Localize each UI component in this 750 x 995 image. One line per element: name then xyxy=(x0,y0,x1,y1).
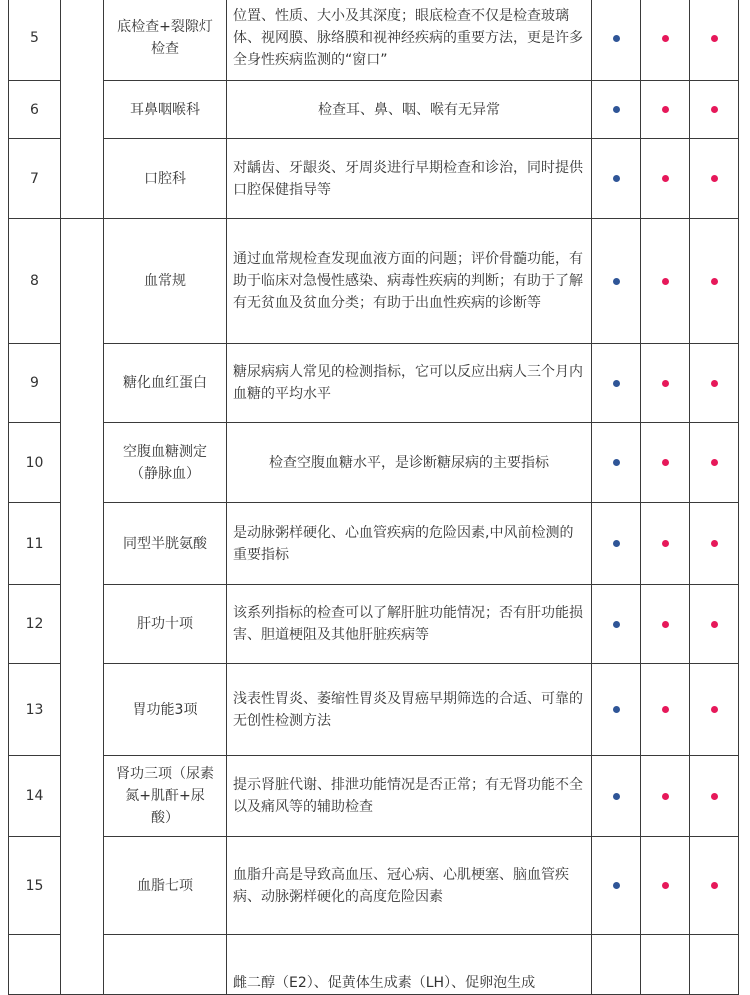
item-number: 6 xyxy=(9,81,61,139)
included-dot-icon xyxy=(662,540,669,547)
package-2-cell xyxy=(641,423,690,503)
item-name: 口腔科 xyxy=(104,139,227,219)
package-1-cell xyxy=(592,756,641,837)
item-number: 9 xyxy=(9,344,61,423)
item-number: 12 xyxy=(9,585,61,664)
category-cell xyxy=(61,81,104,139)
included-dot-icon xyxy=(613,459,620,466)
package-2-cell xyxy=(641,837,690,935)
included-dot-icon xyxy=(613,706,620,713)
package-2-cell xyxy=(641,344,690,423)
package-1-cell xyxy=(592,935,641,995)
table-row xyxy=(9,344,739,423)
item-name: 底检查+裂隙灯 检查 xyxy=(104,0,227,81)
included-dot-icon xyxy=(613,106,620,113)
item-name: 肝功十项 xyxy=(104,585,227,664)
package-2-cell xyxy=(641,219,690,344)
included-dot-icon xyxy=(613,882,620,889)
item-description: 浅表性胃炎、萎缩性胃炎及胃癌早期筛选的合适、可靠的无创性检测方法 xyxy=(227,664,592,756)
item-number: 14 xyxy=(9,756,61,837)
item-number: 13 xyxy=(9,664,61,756)
table-row xyxy=(9,585,739,664)
included-dot-icon xyxy=(711,459,718,466)
package-1-cell xyxy=(592,837,641,935)
included-dot-icon xyxy=(613,540,620,547)
item-description: 检查空腹血糖水平，是诊断糖尿病的主要指标 xyxy=(227,423,592,503)
category-cell xyxy=(61,935,104,995)
package-3-cell xyxy=(690,0,739,81)
package-1-cell xyxy=(592,0,641,81)
table-row xyxy=(9,756,739,837)
item-description: 该系列指标的检查可以了解肝脏功能情况；否有肝功能损害、胆道梗阻及其他肝脏疾病等 xyxy=(227,585,592,664)
category-cell xyxy=(61,219,104,344)
included-dot-icon xyxy=(662,278,669,285)
package-1-cell xyxy=(592,585,641,664)
category-cell xyxy=(61,585,104,664)
included-dot-icon xyxy=(613,793,620,800)
item-name: 糖化血红蛋白 xyxy=(104,344,227,423)
item-name: 胃功能3项 xyxy=(104,664,227,756)
item-description: 是动脉粥样硬化、心血管疾病的危险因素,中风前检测的重要指标 xyxy=(227,503,592,585)
package-3-cell xyxy=(690,139,739,219)
table-row xyxy=(9,935,739,995)
included-dot-icon xyxy=(613,278,620,285)
table-row xyxy=(9,664,739,756)
category-cell xyxy=(61,503,104,585)
included-dot-icon xyxy=(613,380,620,387)
item-name: 空腹血糖测定 （静脉血） xyxy=(104,423,227,503)
included-dot-icon xyxy=(662,35,669,42)
included-dot-icon xyxy=(613,621,620,628)
included-dot-icon xyxy=(662,380,669,387)
included-dot-icon xyxy=(711,540,718,547)
item-number: 5 xyxy=(9,0,61,81)
item-number: 8 xyxy=(9,219,61,344)
package-1-cell xyxy=(592,423,641,503)
item-name: 肾功三项（尿素氮+肌酐+尿 酸） xyxy=(104,756,227,837)
item-description: 提示肾脏代谢、排泄功能情况是否正常；有无肾功能不全以及痛风等的辅助检查 xyxy=(227,756,592,837)
table-row xyxy=(9,837,739,935)
item-number: 15 xyxy=(9,837,61,935)
package-1-cell xyxy=(592,81,641,139)
included-dot-icon xyxy=(613,35,620,42)
package-3-cell xyxy=(690,81,739,139)
package-2-cell xyxy=(641,585,690,664)
included-dot-icon xyxy=(711,621,718,628)
package-3-cell xyxy=(690,837,739,935)
category-cell xyxy=(61,664,104,756)
included-dot-icon xyxy=(662,793,669,800)
included-dot-icon xyxy=(711,380,718,387)
category-cell xyxy=(61,837,104,935)
table-row xyxy=(9,0,739,81)
package-3-cell xyxy=(690,423,739,503)
table-row xyxy=(9,219,739,344)
package-3-cell xyxy=(690,344,739,423)
checkup-items-table xyxy=(8,0,739,995)
table-row xyxy=(9,503,739,585)
category-cell xyxy=(61,139,104,219)
package-1-cell xyxy=(592,219,641,344)
included-dot-icon xyxy=(711,106,718,113)
item-number: 10 xyxy=(9,423,61,503)
item-description: 糖尿病病人常见的检测指标，它可以反应出病人三个月内血糖的平均水平 xyxy=(227,344,592,423)
item-number xyxy=(9,935,61,995)
package-1-cell xyxy=(592,664,641,756)
item-name: 耳鼻咽喉科 xyxy=(104,81,227,139)
included-dot-icon xyxy=(662,106,669,113)
package-2-cell xyxy=(641,756,690,837)
package-3-cell xyxy=(690,503,739,585)
package-1-cell xyxy=(592,503,641,585)
item-name xyxy=(104,935,227,995)
included-dot-icon xyxy=(711,706,718,713)
included-dot-icon xyxy=(662,459,669,466)
included-dot-icon xyxy=(662,175,669,182)
package-3-cell xyxy=(690,756,739,837)
included-dot-icon xyxy=(662,706,669,713)
category-cell xyxy=(61,0,104,81)
package-2-cell xyxy=(641,503,690,585)
package-1-cell xyxy=(592,344,641,423)
category-cell xyxy=(61,756,104,837)
package-2-cell xyxy=(641,81,690,139)
package-3-cell xyxy=(690,664,739,756)
category-cell xyxy=(61,344,104,423)
item-description: 对龋齿、牙龈炎、牙周炎进行早期检查和诊治，同时提供口腔保健指导等 xyxy=(227,139,592,219)
item-name: 同型半胱氨酸 xyxy=(104,503,227,585)
package-3-cell xyxy=(690,585,739,664)
included-dot-icon xyxy=(711,793,718,800)
included-dot-icon xyxy=(711,278,718,285)
category-cell xyxy=(61,423,104,503)
item-number: 7 xyxy=(9,139,61,219)
package-3-cell xyxy=(690,935,739,995)
item-name: 血常规 xyxy=(104,219,227,344)
included-dot-icon xyxy=(662,621,669,628)
included-dot-icon xyxy=(711,35,718,42)
package-1-cell xyxy=(592,139,641,219)
included-dot-icon xyxy=(711,882,718,889)
table-row xyxy=(9,81,739,139)
package-2-cell xyxy=(641,664,690,756)
included-dot-icon xyxy=(613,175,620,182)
package-2-cell xyxy=(641,0,690,81)
package-2-cell xyxy=(641,935,690,995)
included-dot-icon xyxy=(711,175,718,182)
table-row xyxy=(9,139,739,219)
package-2-cell xyxy=(641,139,690,219)
item-description: 检查耳、鼻、咽、喉有无异常 xyxy=(227,81,592,139)
item-name: 血脂七项 xyxy=(104,837,227,935)
item-description: 血脂升高是导致高血压、冠心病、心肌梗塞、脑血管疾病、动脉粥样硬化的高度危险因素 xyxy=(227,837,592,935)
item-description: 雌二醇（E2）、促黄体生成素（LH）、促卵泡生成 xyxy=(227,935,592,995)
package-3-cell xyxy=(690,219,739,344)
included-dot-icon xyxy=(662,882,669,889)
item-number: 11 xyxy=(9,503,61,585)
item-description: 位置、性质、大小及其深度；眼底检查不仅是检查玻璃体、视网膜、脉络膜和视神经疾病的重要方法，更是许多全身性疾病监测的“窗口” xyxy=(227,0,592,81)
table-row xyxy=(9,423,739,503)
item-description: 通过血常规检查发现血液方面的问题；评价骨髓功能，有助于临床对急慢性感染、病毒性疾病的判断；有助于了解有无贫血及贫血分类；有助于出血性疾病的诊断等 xyxy=(227,219,592,344)
